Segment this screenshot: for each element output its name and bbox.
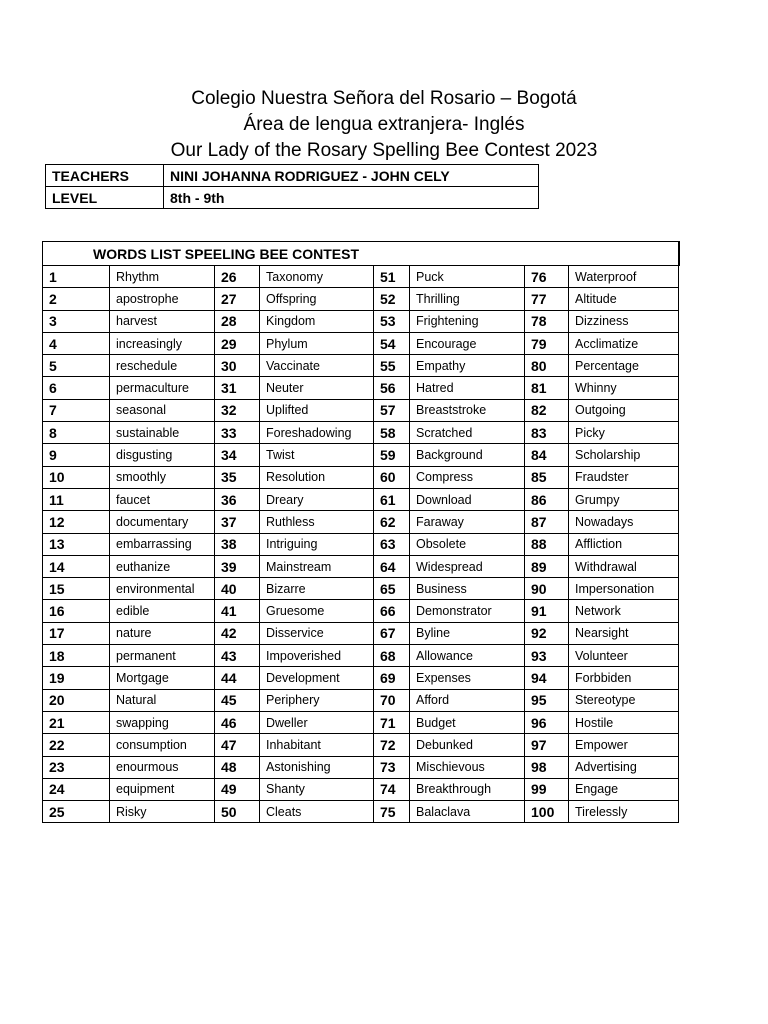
- word-text: consumption: [110, 734, 215, 756]
- word-number: 93: [525, 645, 569, 667]
- word-text: Breakthrough: [410, 778, 525, 800]
- word-number: 84: [525, 444, 569, 466]
- word-text: reschedule: [110, 355, 215, 377]
- table-row: [43, 756, 679, 778]
- word-number: 55: [374, 355, 410, 377]
- level-value: 8th - 9th: [164, 187, 539, 209]
- word-number: 15: [43, 578, 110, 600]
- word-text: Dweller: [260, 711, 374, 733]
- word-number: 100: [525, 801, 569, 823]
- word-text: Engage: [569, 778, 679, 800]
- word-number: 79: [525, 332, 569, 354]
- word-text: Empathy: [410, 355, 525, 377]
- word-number: 13: [43, 533, 110, 555]
- word-text: Development: [260, 667, 374, 689]
- word-number: 41: [215, 600, 260, 622]
- word-number: 82: [525, 399, 569, 421]
- word-text: Fraudster: [569, 466, 679, 488]
- table-row: [43, 578, 679, 600]
- word-text: Widespread: [410, 555, 525, 577]
- word-text: Cleats: [260, 801, 374, 823]
- word-number: 49: [215, 778, 260, 800]
- word-text: Compress: [410, 466, 525, 488]
- word-number: 7: [43, 399, 110, 421]
- word-number: 4: [43, 332, 110, 354]
- word-number: 89: [525, 555, 569, 577]
- word-text: Scratched: [410, 422, 525, 444]
- word-number: 43: [215, 645, 260, 667]
- word-text: Download: [410, 488, 525, 510]
- word-number: 86: [525, 488, 569, 510]
- word-text: Nowadays: [569, 511, 679, 533]
- word-list-table: [42, 241, 680, 823]
- word-number: 10: [43, 466, 110, 488]
- word-text: Impersonation: [569, 578, 679, 600]
- word-text: Nearsight: [569, 622, 679, 644]
- table-row: [43, 332, 679, 354]
- word-number: 23: [43, 756, 110, 778]
- teachers-value: NINI JOHANNA RODRIGUEZ - JOHN CELY: [164, 165, 539, 187]
- word-number: 51: [374, 266, 410, 288]
- word-text: Encourage: [410, 332, 525, 354]
- word-text: Frightening: [410, 310, 525, 332]
- word-number: 59: [374, 444, 410, 466]
- word-text: harvest: [110, 310, 215, 332]
- word-text: Hostile: [569, 711, 679, 733]
- table-row: [43, 645, 679, 667]
- word-number: 83: [525, 422, 569, 444]
- word-number: 47: [215, 734, 260, 756]
- word-text: Twist: [260, 444, 374, 466]
- word-number: 61: [374, 488, 410, 510]
- word-number: 16: [43, 600, 110, 622]
- word-number: 65: [374, 578, 410, 600]
- word-text: permanent: [110, 645, 215, 667]
- word-text: equipment: [110, 778, 215, 800]
- word-number: 20: [43, 689, 110, 711]
- word-number: 63: [374, 533, 410, 555]
- word-text: seasonal: [110, 399, 215, 421]
- word-text: Mortgage: [110, 667, 215, 689]
- word-text: Whinny: [569, 377, 679, 399]
- word-number: 74: [374, 778, 410, 800]
- word-text: Rhythm: [110, 266, 215, 288]
- word-number: 97: [525, 734, 569, 756]
- word-text: Scholarship: [569, 444, 679, 466]
- word-number: 70: [374, 689, 410, 711]
- table-row: [43, 622, 679, 644]
- word-number: 3: [43, 310, 110, 332]
- word-number: 94: [525, 667, 569, 689]
- word-text: Gruesome: [260, 600, 374, 622]
- word-text: Waterproof: [569, 266, 679, 288]
- word-text: documentary: [110, 511, 215, 533]
- word-number: 40: [215, 578, 260, 600]
- word-text: Stereotype: [569, 689, 679, 711]
- word-number: 11: [43, 488, 110, 510]
- word-number: 88: [525, 533, 569, 555]
- contest-title: Our Lady of the Rosary Spelling Bee Contest 2023: [170, 140, 598, 161]
- word-number: 62: [374, 511, 410, 533]
- word-number: 28: [215, 310, 260, 332]
- word-number: 69: [374, 667, 410, 689]
- word-text: Expenses: [410, 667, 525, 689]
- word-text: Demonstrator: [410, 600, 525, 622]
- word-text: Uplifted: [260, 399, 374, 421]
- table-row: [43, 466, 679, 488]
- word-text: Taxonomy: [260, 266, 374, 288]
- word-number: 71: [374, 711, 410, 733]
- word-text: disgusting: [110, 444, 215, 466]
- table-row: [43, 689, 679, 711]
- word-number: 44: [215, 667, 260, 689]
- word-number: 90: [525, 578, 569, 600]
- word-number: 87: [525, 511, 569, 533]
- word-number: 2: [43, 288, 110, 310]
- word-number: 6: [43, 377, 110, 399]
- word-number: 34: [215, 444, 260, 466]
- word-number: 19: [43, 667, 110, 689]
- teachers-row: [46, 165, 539, 187]
- word-text: faucet: [110, 488, 215, 510]
- table-row: [43, 533, 679, 555]
- word-text: Hatred: [410, 377, 525, 399]
- word-text: Outgoing: [569, 399, 679, 421]
- word-text: Bizarre: [260, 578, 374, 600]
- word-text: Obsolete: [410, 533, 525, 555]
- info-table: [45, 164, 539, 209]
- word-list-title: WORDS LIST SPEELING BEE CONTEST: [43, 242, 679, 266]
- word-number: 30: [215, 355, 260, 377]
- word-text: Forbbiden: [569, 667, 679, 689]
- table-row: [43, 555, 679, 577]
- word-text: Breaststroke: [410, 399, 525, 421]
- word-text: Impoverished: [260, 645, 374, 667]
- table-row: [43, 444, 679, 466]
- word-text: Periphery: [260, 689, 374, 711]
- word-text: Advertising: [569, 756, 679, 778]
- word-text: Faraway: [410, 511, 525, 533]
- word-text: Acclimatize: [569, 332, 679, 354]
- word-number: 29: [215, 332, 260, 354]
- table-row: [43, 511, 679, 533]
- word-number: 85: [525, 466, 569, 488]
- word-number: 66: [374, 600, 410, 622]
- word-text: Disservice: [260, 622, 374, 644]
- word-number: 39: [215, 555, 260, 577]
- word-number: 45: [215, 689, 260, 711]
- school-name: Colegio Nuestra Señora del Rosario – Bogotá: [191, 88, 577, 109]
- word-number: 56: [374, 377, 410, 399]
- word-number: 98: [525, 756, 569, 778]
- word-text: Shanty: [260, 778, 374, 800]
- word-text: Phylum: [260, 332, 374, 354]
- word-text: Altitude: [569, 288, 679, 310]
- table-row: [43, 488, 679, 510]
- word-text: edible: [110, 600, 215, 622]
- word-number: 9: [43, 444, 110, 466]
- word-text: nature: [110, 622, 215, 644]
- word-text: Background: [410, 444, 525, 466]
- word-number: 92: [525, 622, 569, 644]
- word-text: Percentage: [569, 355, 679, 377]
- word-text: Resolution: [260, 466, 374, 488]
- word-text: Dizziness: [569, 310, 679, 332]
- word-number: 95: [525, 689, 569, 711]
- word-text: Picky: [569, 422, 679, 444]
- word-text: Mainstream: [260, 555, 374, 577]
- word-number: 35: [215, 466, 260, 488]
- word-number: 75: [374, 801, 410, 823]
- table-row: [43, 801, 679, 823]
- word-text: Ruthless: [260, 511, 374, 533]
- word-number: 22: [43, 734, 110, 756]
- word-number: 26: [215, 266, 260, 288]
- word-number: 68: [374, 645, 410, 667]
- word-number: 36: [215, 488, 260, 510]
- table-row: [43, 600, 679, 622]
- word-text: Astonishing: [260, 756, 374, 778]
- word-number: 54: [374, 332, 410, 354]
- word-text: swapping: [110, 711, 215, 733]
- document-header: [0, 86, 768, 164]
- word-number: 31: [215, 377, 260, 399]
- word-text: Intriguing: [260, 533, 374, 555]
- department-name: Área de lengua extranjera- Inglés: [243, 114, 525, 135]
- word-text: Grumpy: [569, 488, 679, 510]
- word-text: Afford: [410, 689, 525, 711]
- word-number: 96: [525, 711, 569, 733]
- word-number: 42: [215, 622, 260, 644]
- word-text: Mischievous: [410, 756, 525, 778]
- table-row: [43, 266, 679, 288]
- word-text: Allowance: [410, 645, 525, 667]
- word-text: Debunked: [410, 734, 525, 756]
- word-number: 77: [525, 288, 569, 310]
- word-number: 8: [43, 422, 110, 444]
- word-text: euthanize: [110, 555, 215, 577]
- word-text: Puck: [410, 266, 525, 288]
- word-number: 24: [43, 778, 110, 800]
- word-number: 33: [215, 422, 260, 444]
- word-number: 17: [43, 622, 110, 644]
- word-text: Thrilling: [410, 288, 525, 310]
- table-row: [43, 422, 679, 444]
- word-text: permaculture: [110, 377, 215, 399]
- word-number: 91: [525, 600, 569, 622]
- word-number: 38: [215, 533, 260, 555]
- word-text: environmental: [110, 578, 215, 600]
- teachers-label: TEACHERS: [46, 165, 164, 187]
- word-text: enourmous: [110, 756, 215, 778]
- table-row: [43, 310, 679, 332]
- word-text: Byline: [410, 622, 525, 644]
- level-label: LEVEL: [46, 187, 164, 209]
- word-text: Business: [410, 578, 525, 600]
- word-number: 48: [215, 756, 260, 778]
- word-text: Volunteer: [569, 645, 679, 667]
- word-number: 73: [374, 756, 410, 778]
- word-text: Foreshadowing: [260, 422, 374, 444]
- word-number: 1: [43, 266, 110, 288]
- word-number: 37: [215, 511, 260, 533]
- word-number: 72: [374, 734, 410, 756]
- word-number: 46: [215, 711, 260, 733]
- word-text: Balaclava: [410, 801, 525, 823]
- table-row: [43, 377, 679, 399]
- word-text: smoothly: [110, 466, 215, 488]
- word-text: Inhabitant: [260, 734, 374, 756]
- word-text: embarrassing: [110, 533, 215, 555]
- word-number: 25: [43, 801, 110, 823]
- word-text: Dreary: [260, 488, 374, 510]
- word-list-title-row: [43, 242, 679, 266]
- word-number: 80: [525, 355, 569, 377]
- word-text: Natural: [110, 689, 215, 711]
- word-number: 64: [374, 555, 410, 577]
- word-number: 76: [525, 266, 569, 288]
- word-text: Tirelessly: [569, 801, 679, 823]
- word-text: Kingdom: [260, 310, 374, 332]
- table-row: [43, 399, 679, 421]
- word-number: 14: [43, 555, 110, 577]
- word-number: 60: [374, 466, 410, 488]
- word-number: 5: [43, 355, 110, 377]
- word-text: Withdrawal: [569, 555, 679, 577]
- word-number: 99: [525, 778, 569, 800]
- word-number: 32: [215, 399, 260, 421]
- word-number: 52: [374, 288, 410, 310]
- word-text: Offspring: [260, 288, 374, 310]
- word-text: Empower: [569, 734, 679, 756]
- word-text: apostrophe: [110, 288, 215, 310]
- word-text: Vaccinate: [260, 355, 374, 377]
- word-text: Affliction: [569, 533, 679, 555]
- table-row: [43, 667, 679, 689]
- word-text: increasingly: [110, 332, 215, 354]
- word-number: 18: [43, 645, 110, 667]
- table-row: [43, 778, 679, 800]
- word-number: 67: [374, 622, 410, 644]
- table-row: [43, 711, 679, 733]
- word-number: 12: [43, 511, 110, 533]
- word-text: Risky: [110, 801, 215, 823]
- word-number: 58: [374, 422, 410, 444]
- table-row: [43, 734, 679, 756]
- table-row: [43, 288, 679, 310]
- word-text: Network: [569, 600, 679, 622]
- word-number: 53: [374, 310, 410, 332]
- level-row: [46, 187, 539, 209]
- word-text: Neuter: [260, 377, 374, 399]
- word-number: 81: [525, 377, 569, 399]
- word-text: sustainable: [110, 422, 215, 444]
- word-number: 50: [215, 801, 260, 823]
- word-number: 21: [43, 711, 110, 733]
- word-text: Budget: [410, 711, 525, 733]
- word-number: 78: [525, 310, 569, 332]
- word-number: 27: [215, 288, 260, 310]
- table-row: [43, 355, 679, 377]
- word-number: 57: [374, 399, 410, 421]
